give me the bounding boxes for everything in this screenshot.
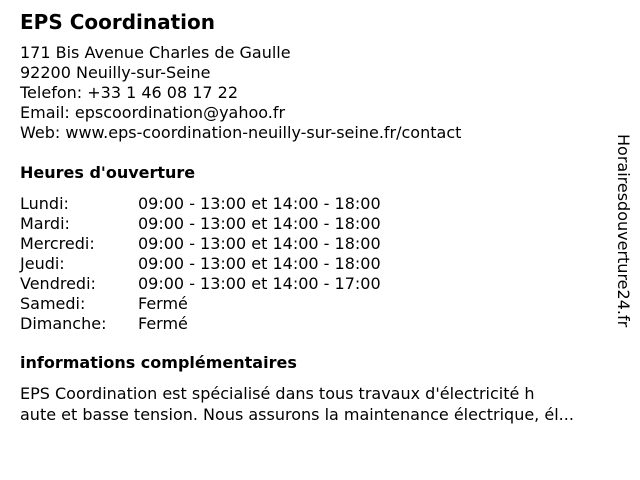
hours-day: Jeudi: [20, 254, 65, 273]
hours-time: 09:00 - 13:00 et 14:00 - 18:00 [138, 194, 381, 213]
hours-time: Fermé [138, 294, 188, 313]
hours-row-saturday [20, 294, 381, 314]
web-line: Web: www.eps-coordination-neuilly-sur-seine.fr/contact [20, 123, 462, 142]
opening-hours-heading: Heures d'ouverture [20, 163, 196, 182]
hours-row-monday [20, 194, 381, 214]
description-line: EPS Coordination est spécialisé dans tous travaux d'électricité h [20, 384, 535, 403]
hours-row-tuesday [20, 214, 381, 234]
hours-row-sunday [20, 314, 381, 334]
hours-day: Mardi: [20, 214, 70, 233]
opening-hours-table [20, 194, 381, 334]
address-line-street: 171 Bis Avenue Charles de Gaulle [20, 43, 291, 62]
hours-day: Vendredi: [20, 274, 96, 293]
additional-info-heading: informations complémentaires [20, 353, 297, 372]
hours-day: Samedi: [20, 294, 86, 313]
hours-time: Fermé [138, 314, 188, 333]
address-line-city: 92200 Neuilly-sur-Seine [20, 63, 211, 82]
hours-day: Dimanche: [20, 314, 107, 333]
description-line: aute et basse tension. Nous assurons la maintenance électrique, él... [20, 405, 574, 424]
hours-time: 09:00 - 13:00 et 14:00 - 18:00 [138, 214, 381, 233]
email-line: Email: epscoordination@yahoo.fr [20, 103, 286, 122]
hours-row-wednesday [20, 234, 381, 254]
site-watermark: Horairesdouverture24.fr [614, 134, 633, 328]
hours-time: 09:00 - 13:00 et 14:00 - 18:00 [138, 234, 381, 253]
contact-block [20, 43, 461, 143]
phone-line: Telefon: +33 1 46 08 17 22 [20, 83, 239, 102]
hours-time: 09:00 - 13:00 et 14:00 - 17:00 [138, 274, 381, 293]
business-description [20, 383, 620, 425]
hours-row-friday [20, 274, 381, 294]
hours-row-thursday [20, 254, 381, 274]
hours-day: Lundi: [20, 194, 69, 213]
hours-day: Mercredi: [20, 234, 95, 253]
hours-time: 09:00 - 13:00 et 14:00 - 18:00 [138, 254, 381, 273]
business-name: EPS Coordination [20, 10, 216, 34]
